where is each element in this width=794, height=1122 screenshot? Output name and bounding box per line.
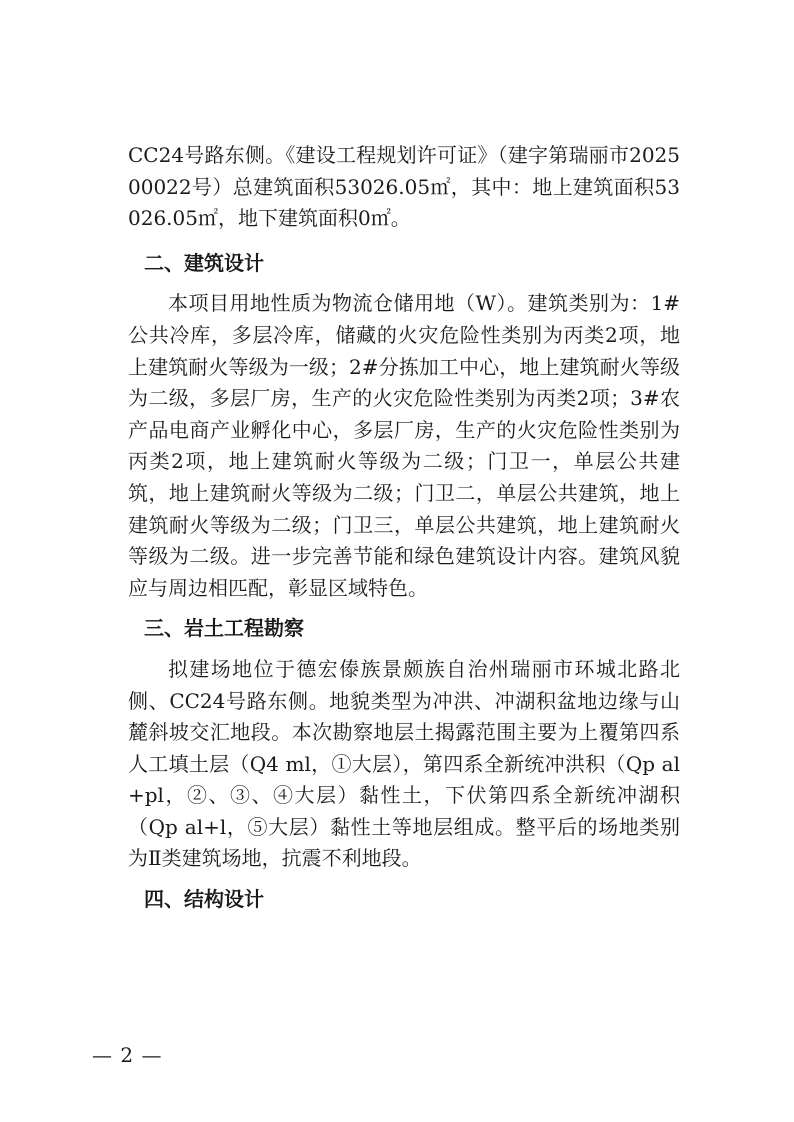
page-number: — 2 — bbox=[92, 1043, 163, 1067]
section-body-geotechnical: 拟建场地位于德宏傣族景颇族自治州瑞丽市环城北路北侧、CC24号路东侧。地貌类型为冲洪、冲湖积盆地边缘与山麓斜坡交汇地段。本次勘察地层土揭露范围主要为上覆第四系人工填土层（Q4 ml，①大层），第四系全新统冲洪积（Qp al+pl，②、③、④大层）黏性土，下伏第四系全新统冲湖积（Qp al+l，⑤大层）黏性土等地层组成。整平后的场地类别为Ⅱ类建筑场地，抗震不利地段。 bbox=[128, 656, 680, 871]
section-heading-geotechnical: 三、岩土工程勘察 bbox=[144, 616, 304, 641]
intro-paragraph: CC24号路东侧。《建设工程规划许可证》（建字第瑞丽市202500022号）总建筑面积53026.05㎡，其中：地上建筑面积53026.05㎡，地下建筑面积0㎡。 bbox=[128, 143, 680, 231]
section-heading-structure: 四、结构设计 bbox=[144, 887, 264, 912]
document-body bbox=[128, 140, 680, 916]
section-heading-architecture: 二、建筑设计 bbox=[144, 250, 264, 275]
section-body-architecture: 本项目用地性质为物流仓储用地（W）。建筑类别为：1#公共冷库，多层冷库，储藏的火灾危险性类别为丙类2项，地上建筑耐火等级为一级；2#分拣加工中心，地上建筑耐火等级为二级，多层厂房，生产的火灾危险性类别为丙类2项；3#农产品电商产业孵化中心，多层厂房，生产的火灾危险性类别为丙类2项，地上建筑耐火等级为二级；门卫一，单层公共建筑，地上建筑耐火等级为二级；门卫二，单层公共建筑，地上建筑耐火等级为二级；门卫三，单层公共建筑，地上建筑耐火等级为二级。进一步完善节能和绿色建筑设计内容。建筑风貌应与周边相匹配，彰显区域特色。 bbox=[128, 291, 680, 600]
